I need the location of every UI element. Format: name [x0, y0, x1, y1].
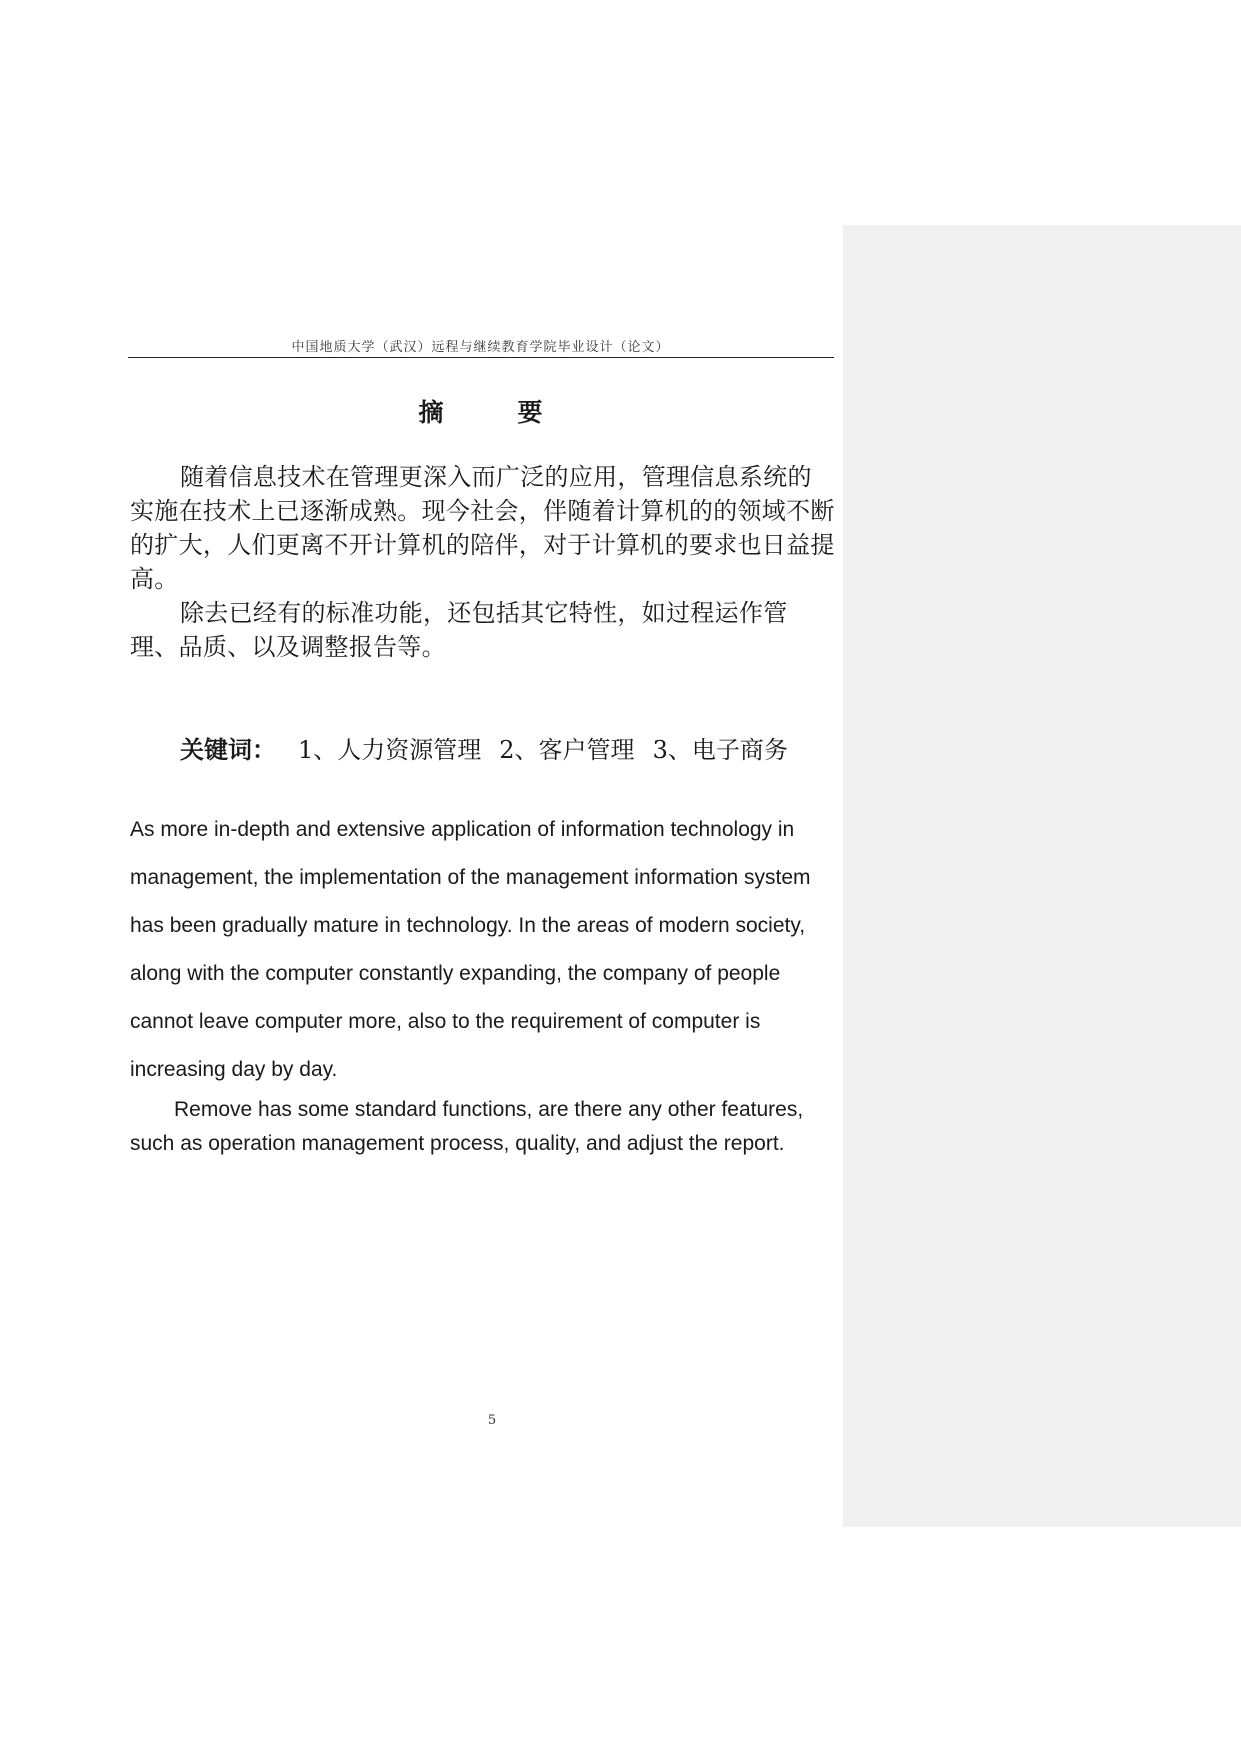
- chinese-paragraph: 随着信息技术在管理更深入而广泛的应用，管理信息系统的实施在技术上已逐渐成熟。现今社会，伴随着计算机的的领域不断的扩大，人们更离不开计算机的陪伴，对于计算机的要求也日益提高。: [130, 463, 835, 593]
- running-header: 中国地质大学（武汉）远程与继续教育学院毕业设计（论文）: [291, 340, 670, 355]
- keywords-label: 关键词：: [180, 736, 276, 764]
- chinese-paragraph: 除去已经有的标准功能，还包括其它特性，如过程运作管理、品质、以及调整报告等。: [130, 599, 788, 661]
- english-abstract: [130, 806, 840, 1094]
- english-abstract-continued: [130, 1093, 840, 1161]
- keywords-line: [180, 733, 840, 767]
- english-paragraph: As more in-depth and extensive application of information technology in management, the implementation of the management information system has been gradually mature in technology. In the areas of modern society, along with the computer constantly expanding, the company of people cannot leave computer more, also to the requirement of computer is increasing day by day.: [130, 818, 811, 1081]
- abstract-title-char-2: 要: [517, 398, 543, 427]
- keyword-item: 1、人力资源管理: [298, 736, 482, 764]
- abstract-title: [128, 393, 833, 429]
- keyword-item: 2、客户管理: [499, 736, 635, 764]
- chinese-abstract: [130, 460, 835, 664]
- abstract-title-char-1: 摘: [418, 398, 444, 427]
- header-divider: [128, 357, 834, 358]
- comment-pane: [843, 225, 1241, 1527]
- keyword-item: 3、电子商务: [652, 736, 788, 764]
- page-number: 5: [487, 1413, 497, 1428]
- english-paragraph: Remove has some standard functions, are there any other features, such as operation management process, quality, and adjust the report.: [130, 1098, 804, 1155]
